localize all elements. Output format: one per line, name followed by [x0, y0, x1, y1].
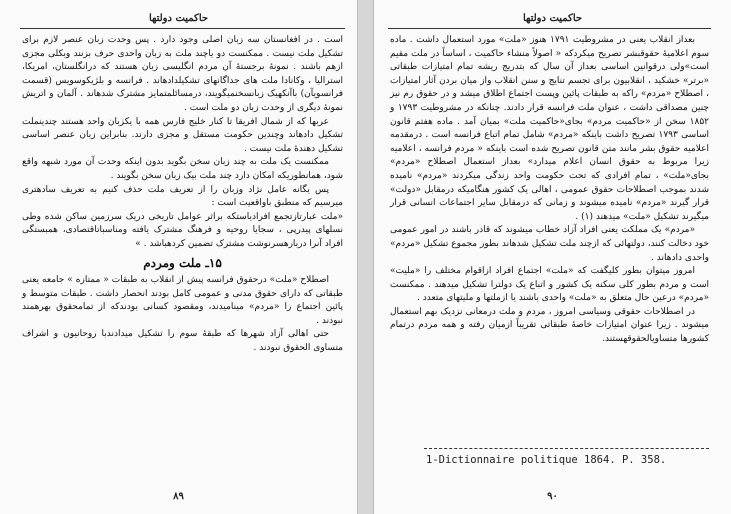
right-page [373, 0, 731, 514]
paragraph: است . در افغانستان سه زبان اصلی وجود دارد . پس وحدت زبان عنصر لازم برای تشکیل ملت نیست . ممکنست دو یاچند ملت به زبان واحدی حرف بزنند وبکلی مجزی ازهم باشند . نمونهٔ برجستهٔ آن مردم انگلیسی زبان هستند که درانگلستان، امریکا، استرالیا ، وکانادا ملت های جداگانهای تشکیلدادهاند . فرانسه و بلژیکوسویس (قسمت فرانسویآن) باآنکهیک زبانسخنمیگویند، درمسائلمتمایز مشترک شدهاند . آلمان و اتریش نمونهٔ دیگری از وحدت زبان دو ملت است . [22, 35, 343, 113]
paragraph: ممکنست یک ملت به چند زبان سخن بگوید بدون اینکه وحدت آن مورد شبهه واقع شود، همانطوریکه امکان دارد چند ملت بیک زبان سخن بگویند . [22, 157, 343, 181]
body-text [390, 34, 709, 347]
paragraph: حتی اهالی آزاد شهرها که طبقهٔ سوم را تشکیل میدادندبا روحانیون و اشراف متساوی الحقوق نبودند . [22, 329, 343, 354]
paragraph: بعداز انقلاب یعنی در مشروطیت ۱۷۹۱ هنوز «ملت» مورد استعمال داشت . ماده سوم اعلامیهٔ حقوقبشر تصریح میکردکه « اصولاً منشاء حاکمیت ، اساساً در ملت مقیم است»ولی درقوانین اساسی بعداز آن سال که بتدریج ریشه تمام امتیازات طبقاتی «برتر» خشکید ، انقلابیون برای تجسم تنایج و سنن انقلاب واز میان بردن آثار امتیازات ، اصطلاح «مردم» راکه به طبقات پائین وپست اجتماع اطلاق میشد و در حقوق رم نیز چنین مصداقی داشت ، عنوان ملت فرانسه قرار دادند. چنانکه در مشروطیت ۱۷۹۳ و ۱۸۵۲ سخن از «حاکمیت مردم» بجای«حاکمیت ملت» بمیان آمد . ماده هفتم قانون اساسی ۱۷۹۳ تصریح داشت باینکه «مردم» شامل تمام اتباع فرانسه است . درمقدمه اعلامیه حقوق بشر مانند متن قانون تصریح شده است باینکه « مردم فرانسه ، اعلامیه زیرا مربوط به حقوق انسان اعلام میدارد» بعداز استعمال اصطلاح «مردم» بجای«ملت» ، تمام افرادی که تحت حکومت واحد زندگی میکردند «مردم» نامیده شدند بموجب اصطلاحات حقوق عمومی ، اهالی یک کشور هنگامیکه درمقابل «دولت» قرار گیرند «مردم» نامیده میشوند و زمانی که درمقابل سایر اجتماعات انسانی قرار میگیرند تشکیل «ملت» میدهند (۱) . [390, 35, 709, 222]
left-page [0, 0, 358, 514]
paragraph: در اصطلاحات حقوقی وسیاسی امروز ، مردم و ملت درمعانی نزدیک بهم استعمال میشوند . زیرا عنوان امتیازات خاصهٔ طبقاتی تقریباً ازمیان رفته و همه مردم درتمام کشورها متساویالحقوقهستند. [390, 306, 709, 345]
body-text [22, 34, 343, 356]
header-rule [388, 28, 711, 29]
paragraph: امروز میتوان بطور کلیگفت که «ملت» اجتماع افراد ازاقوام مختلف را «ملیت» است و مردم بطور کلی سکنه یک کشور و اتباع یک دولترا تشکیل میدهند . ممکنست «مردم» درعین حال متعلق به «ملت» واحدی باشند یا ازملتها و ملیتهای متعدد . [390, 266, 709, 304]
footnote-rule [424, 448, 709, 449]
definition-quote: «ملت عبارتازتجمع افرادیاستکه براثر عوامل تاریخی دریک سرزمین ساکن شده وطی نسلهای پیدرپی ، سجایا روحیه و فرهنگ مشترک یافته ومناسباتاقتصادی، همبستگی افراد آنرا دربارهسرنوشت مشترک تضمین کردهباشد . » [22, 211, 343, 249]
header-rule [20, 28, 345, 29]
page-number: ۹۰ [547, 491, 558, 502]
paragraph: اصطلاح «ملت» درحقوق فرانسه پیش از انقلاب به طبقات « ممتازه » جامعه یعنی طبقاتی که دارای حقوق مدنی و عمومی کامل بودند انحصار داشت . طبقات متوسط و پائین اجتماع را «مردم» مینامیدند، ومقصود کسانی بودندکه از تمامحقوق بهرهمند نبودند . [22, 275, 343, 326]
running-head: حاکمیت دولتها [522, 13, 583, 24]
page-number: ۸۹ [173, 491, 184, 502]
paragraph: «مردم» یک مملکت یعنی افراد آزاد خطاب میشوند که قادر باشند در امور عمومی خود دخالت کنند، دولتهائی که ازچند ملت تشکیل شدهاند بطور مجموع تشکیل «مردم» واحدی دادهاند . [390, 225, 709, 263]
footnote: 1-Dictionnaire politique 1864. P. 358. [426, 454, 667, 466]
section-title: ۱۵ـ ملت ومردم [143, 255, 222, 270]
running-head: حاکمیت دولتها [148, 13, 209, 24]
paragraph: عربها که از شمال افریقا تا کنار خلیج فارس همه با یکزبان واحد هستند چندینملت تشکیل دادهاند وچندین حکومت مستقل و مجزی دارند. بنابراین زبان عنصر اساسی تشکیل دهندهٔ ملت نیست . [22, 116, 343, 154]
paragraph: پس یگانه عامل نژاد وزبان را از تعریف ملت حذف کنیم به تعریف سادهتری میرسیم که منطبق باواقعیت است : [22, 184, 343, 209]
